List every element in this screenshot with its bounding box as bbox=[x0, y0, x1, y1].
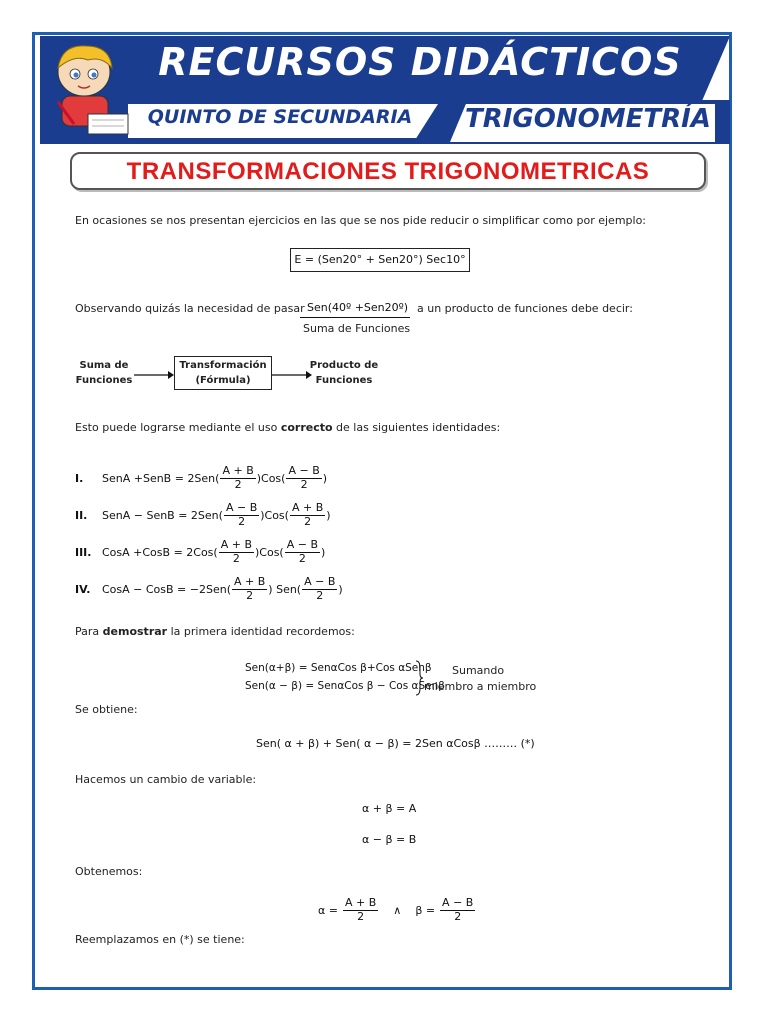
identity-fraction bbox=[286, 465, 321, 491]
recall-line-2: Sen(α − β) = SenαCos β − Cos αSenβ bbox=[245, 680, 445, 692]
identity-mid: )Cos( bbox=[260, 508, 289, 522]
identity-row bbox=[75, 576, 343, 602]
fraction-num: A − B bbox=[286, 538, 319, 551]
arrow-right-icon bbox=[272, 368, 312, 382]
identity-lhs: CosA +CosB = 2Cos( bbox=[102, 545, 218, 559]
observe-after: a un producto de funciones debe decir: bbox=[417, 302, 633, 315]
fraction-den: 2 bbox=[300, 477, 308, 491]
intro-text: En ocasiones se nos presentan ejercicios en las que se nos pide reducir o simplificar como por ejemplo: bbox=[75, 214, 647, 227]
alpha-label: α = bbox=[318, 903, 338, 917]
subject-label: TRIGONOMETRÍA bbox=[465, 104, 711, 134]
obtenemos-label: Obtenemos: bbox=[75, 865, 143, 878]
fraction-den: 2 bbox=[298, 551, 306, 565]
fraction-num: A − B bbox=[288, 464, 320, 477]
recall-note-1: Sumando bbox=[452, 664, 505, 677]
identities-intro-before: Esto puede lograrse mediante el uso bbox=[75, 421, 278, 434]
identity-mid: )Cos( bbox=[256, 471, 286, 485]
identity-row bbox=[75, 539, 325, 565]
alpha-den: 2 bbox=[357, 909, 365, 923]
demo-intro-bold: demostrar bbox=[102, 625, 168, 638]
level-label: QUINTO DE SECUNDARIA bbox=[147, 106, 413, 128]
fraction-num: A − B bbox=[225, 501, 258, 514]
identity-lhs: SenA +SenB = 2Sen( bbox=[102, 471, 220, 485]
doc-title: TRANSFORMACIONES TRIGONOMETRICAS bbox=[126, 158, 650, 185]
identity-lhs: SenA − SenB = 2Sen( bbox=[102, 508, 223, 522]
identity-lhs: CosA − CosB = −2Sen( bbox=[102, 582, 232, 596]
obtain-label: Se obtiene: bbox=[75, 703, 138, 716]
identity-fraction bbox=[220, 465, 255, 491]
identities-intro-after: de las siguientes identidades: bbox=[336, 421, 501, 434]
fraction-num: A + B bbox=[220, 538, 252, 551]
identity-row bbox=[75, 502, 331, 528]
obtain-expression: Sen( α + β) + Sen( α − β) = 2Sen αCosβ ……… (*) bbox=[256, 737, 535, 750]
flow-left-1: Suma de bbox=[79, 360, 129, 371]
change-eq-2: α − β = B bbox=[362, 833, 417, 846]
identity-number: IV. bbox=[75, 582, 91, 596]
and-symbol: ∧ bbox=[393, 903, 402, 917]
result-equations bbox=[318, 897, 476, 923]
recall-note-2: miembro a miembro bbox=[424, 680, 537, 693]
identity-end: ) bbox=[326, 508, 331, 522]
underbrace-line bbox=[300, 317, 410, 318]
fraction-den: 2 bbox=[246, 588, 254, 602]
identity-mid: )Cos( bbox=[255, 545, 284, 559]
beta-num: A − B bbox=[442, 896, 474, 909]
fraction-den: 2 bbox=[238, 514, 246, 528]
demo-intro bbox=[75, 625, 355, 638]
flow-right-1: Producto de bbox=[309, 360, 379, 371]
change-eq-1: α + β = A bbox=[362, 802, 417, 815]
flow-right-2: Funciones bbox=[315, 375, 373, 386]
fraction-den: 2 bbox=[316, 588, 324, 602]
identities-intro bbox=[75, 421, 500, 434]
observe-expression: Sen(40º +Sen20º) bbox=[307, 301, 409, 314]
fraction-den: 2 bbox=[234, 477, 242, 491]
student-mascot-icon bbox=[44, 40, 134, 140]
fraction-den: 2 bbox=[232, 551, 240, 565]
demo-intro-before: Para bbox=[75, 625, 100, 638]
observe-under: Suma de Funciones bbox=[303, 322, 411, 335]
beta-label: β = bbox=[415, 903, 436, 917]
identity-fraction bbox=[302, 576, 337, 602]
fraction-num: A + B bbox=[291, 501, 324, 514]
curly-brace-icon bbox=[414, 660, 424, 696]
identity-fraction bbox=[224, 502, 259, 528]
identity-fraction bbox=[285, 539, 320, 565]
flow-left-2: Funciones bbox=[75, 375, 133, 386]
identity-mid: ) Sen( bbox=[268, 582, 302, 596]
fraction-den: 2 bbox=[304, 514, 312, 528]
replace-label: Reemplazamos en (*) se tiene: bbox=[75, 933, 245, 946]
flow-mid-2: (Fórmula) bbox=[195, 375, 251, 386]
identity-end: ) bbox=[338, 582, 343, 596]
identity-end: ) bbox=[321, 545, 326, 559]
identities-intro-bold: correcto bbox=[280, 421, 333, 434]
fraction-num: A + B bbox=[234, 575, 266, 588]
observe-before: Observando quizás la necesidad de pasar bbox=[75, 302, 305, 315]
flow-mid-1: Transformación bbox=[179, 360, 267, 371]
beta-fraction bbox=[440, 897, 475, 923]
example-expression: E = (Sen20° + Sen20°) Sec10° bbox=[294, 253, 466, 266]
fraction-num: A − B bbox=[304, 575, 336, 588]
identity-end: ) bbox=[322, 471, 328, 485]
header-title: RECURSOS DIDÁCTICOS bbox=[158, 40, 682, 84]
identity-fraction bbox=[232, 576, 267, 602]
identity-number: II. bbox=[75, 508, 88, 522]
change-label: Hacemos un cambio de variable: bbox=[75, 773, 257, 786]
fraction-num: A + B bbox=[222, 464, 254, 477]
beta-den: 2 bbox=[454, 909, 462, 923]
arrow-right-icon bbox=[134, 368, 174, 382]
identity-fraction bbox=[219, 539, 254, 565]
recall-line-1: Sen(α+β) = SenαCos β+Cos αSenβ bbox=[245, 662, 432, 674]
identity-number: III. bbox=[75, 545, 92, 559]
identity-fraction bbox=[290, 502, 325, 528]
identity-number: I. bbox=[75, 471, 84, 485]
identity-row bbox=[75, 465, 327, 491]
alpha-num: A + B bbox=[344, 896, 377, 909]
demo-intro-after: la primera identidad recordemos: bbox=[170, 625, 355, 638]
alpha-fraction bbox=[343, 897, 378, 923]
